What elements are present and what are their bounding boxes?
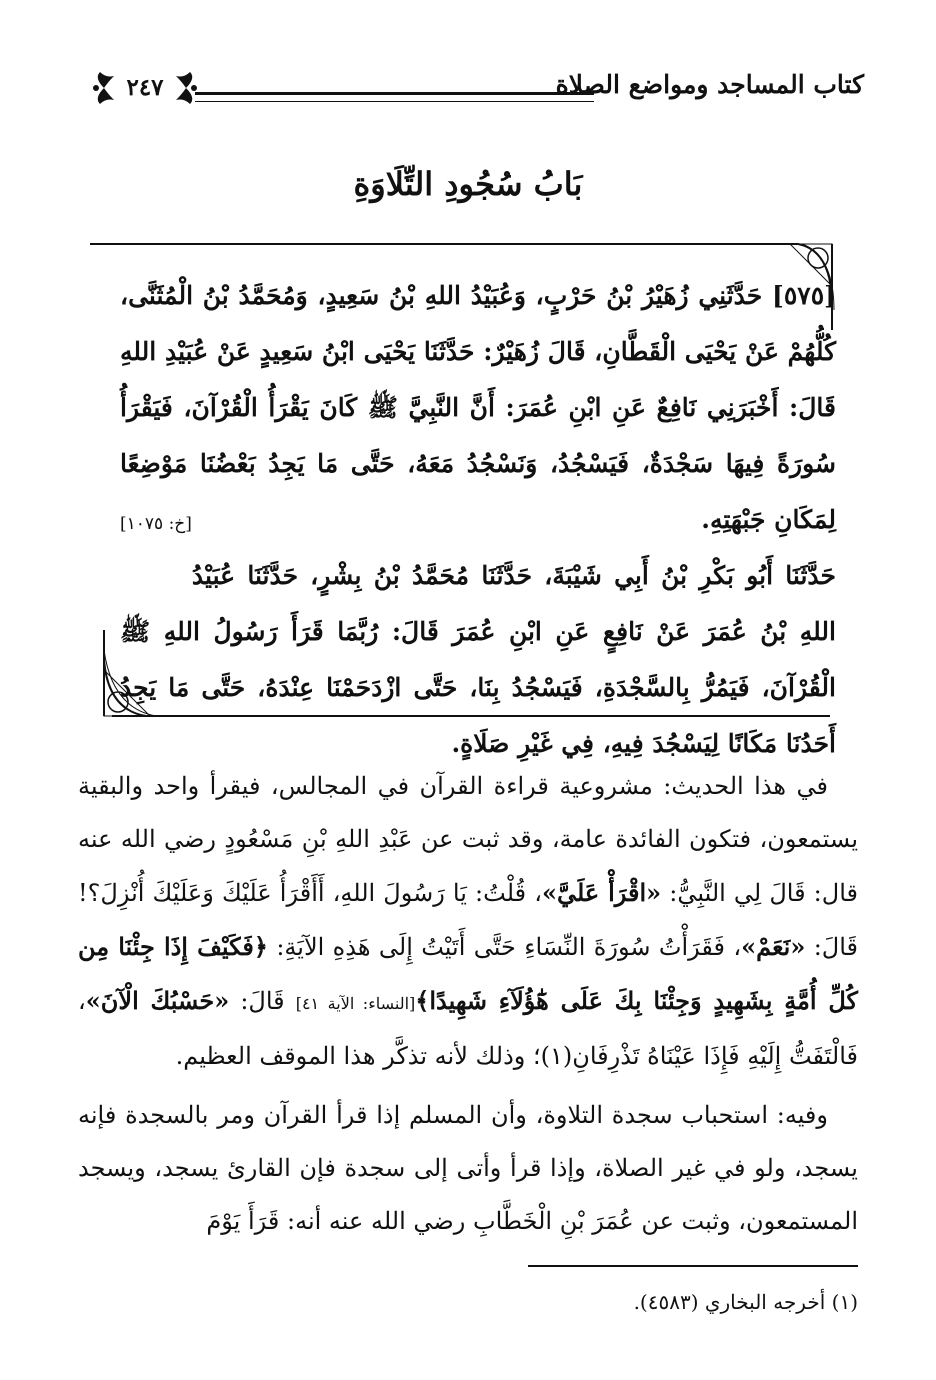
commentary-paragraph-1: [78, 760, 858, 1083]
sura-reference: [النساء: الآية ٤١]: [295, 994, 416, 1013]
commentary-text: ، فَقَرَأْتُ سُورَةَ النِّسَاءِ حَتَّى أَتَيْتُ إِلَى هَذِهِ الآيَةِ:: [267, 933, 742, 961]
page-number-ornament: [90, 68, 200, 108]
hadith-575-text: [٥٧٥] حَدَّثَنِي زُهَيْرُ بْنُ حَرْبٍ، وَعُبَيْدُ اللهِ بْنُ سَعِيدٍ، وَمُحَمَّدُ بْنُ الْمُثَنَّى، كُلُّهُمْ عَنْ يَحْيَى الْقَطَّانِ، قَالَ زُهَيْرٌ: حَدَّثَنَا يَحْيَى ابْنُ سَعِيدٍ عَنْ عُبَيْدِ اللهِ قَالَ: أَخْبَرَنِي نَافِعٌ عَنِ ابْنِ عُمَرَ: أَنَّ النَّبِيَّ ﷺ كَانَ يَقْرَأُ الْقُرْآنَ، فَيَقْرَأُ سُورَةً فِيهَا سَجْدَةٌ، فَيَسْجُدُ، وَنَسْجُدُ مَعَهُ، حَتَّى مَا يَجِدُ بَعْضُنَا مَوْضِعًا لِمَكَانِ جَبْهَتِهِ.: [120, 281, 836, 534]
chapter-title: بَابُ سُجُودِ التِّلَاوَةِ: [353, 165, 583, 203]
commentary-block: [78, 760, 858, 1254]
commentary-text: ، فَالْتَفَتُّ إِلَيْهِ فَإِذَا عَيْنَاهُ تَذْرِفَانِ(١)؛ وذلك لأنه تذكَّر هذا الموقف العظيم.: [78, 987, 858, 1070]
commentary-text: ، قُلْتُ: يَا رَسُولَ اللهِ، أَأَقْرَأُ عَلَيْكَ وَعَلَيْكَ أُنْزِلَ؟! قَالَ:: [78, 879, 859, 961]
commentary-text: قَالَ:: [229, 987, 296, 1015]
hadith-block: [120, 268, 836, 772]
page-number: ٢٤٧: [126, 74, 164, 101]
footnote-1: (١) أخرجه البخاري (٤٥٨٣).: [633, 1290, 858, 1314]
quoted-speech: «نَعَمْ»: [741, 932, 806, 961]
running-header: [90, 62, 864, 112]
quran-verse: ﴿فَكَيْفَ إِذَا جِئْنَا مِن كُلِّ أُمَّةٍ بِشَهِيدٍ وَجِئْنَا بِكَ عَلَى هَٰٓؤُلَآءِ شَهِيدًا﴾: [78, 932, 858, 1015]
header-rule: [195, 92, 594, 102]
commentary-paragraph-2: وفيه: استحباب سجدة التلاوة، وأن المسلم إذا قرأ القرآن ومر بالسجدة فإنه يسجد، ولو في غير الصلاة، وإذا قرأ وأتى إلى سجدة فإن القارئ يسجد، ويسجد المستمعون، وثبت عن عُمَرَ بْنِ الْخَطَّابِ رضي الله عنه أنه: قَرَأَ يَوْمَ: [78, 1101, 858, 1235]
hadith-reference: [خ: ١٠٧٥]: [120, 514, 192, 534]
hadith-paragraph-second-chain: حَدَّثَنَا أَبُو بَكْرِ بْنُ أَبِي شَيْبَةَ، حَدَّثَنَا مُحَمَّدُ بْنُ بِشْرٍ، حَدَّثَنَا عُبَيْدُ اللهِ بْنُ عُمَرَ عَنْ نَافِعٍ عَنِ ابْنِ عُمَرَ قَالَ: رُبَّمَا قَرَأَ رَسُولُ اللهِ ﷺ الْقُرْآنَ، فَيَمُرُّ بِالسَّجْدَةِ، فَيَسْجُدُ بِنَا، حَتَّى ازْدَحَمْنَا عِنْدَهُ، حَتَّى مَا يَجِدُ أَحَدُنَا مَكَانًا لِيَسْجُدَ فِيهِ، فِي غَيْرِ صَلَاةٍ.: [120, 561, 836, 758]
running-header-title: كتاب المساجد ومواضع الصلاة: [555, 70, 864, 99]
footnote-separator: [528, 1265, 858, 1267]
commentary-text: في هذا الحديث: مشروعية قراءة القرآن في المجالس، فيقرأ واحد والبقية يستمعون، فتكون الفائدة عامة، وقد ثبت عن عَبْدِ اللهِ بْنِ مَسْعُودٍ رضي الله عنه قال: قَالَ لِي النَّبِيُّ:: [78, 772, 858, 907]
hadith-paragraph-575: [120, 268, 836, 548]
quoted-speech: «اقْرَأْ عَلَيَّ»: [541, 878, 662, 907]
quoted-speech: «حَسْبُكَ الْآنَ»: [85, 986, 230, 1015]
